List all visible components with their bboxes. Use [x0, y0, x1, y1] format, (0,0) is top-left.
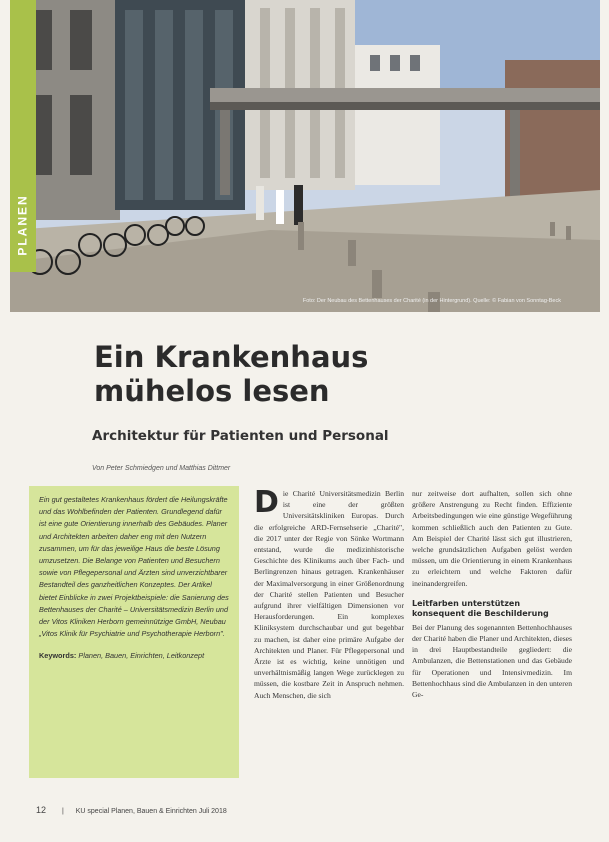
hero-photo [10, 0, 600, 312]
title-line-1: Ein Krankenhaus [94, 340, 369, 374]
section-tab [10, 0, 36, 272]
article-subtitle: Architektur für Patienten und Personal [92, 428, 389, 444]
keywords-list: Planen, Bauen, Einrichten, Leitkonzept [78, 651, 205, 661]
column-2-text-2: Bei der Planung des sogenannten Bettenhochhauses der Charité haben die Planer und Architekten, dieses in drei Hauptbestandteile gegliedert: die Ambulanzen, die Bettenstationen und das Gebäude für Operationen und Intensivmedizin. Im Bettenhochhaus sind die Ambulanzen in den unteren Ge- [412, 622, 572, 700]
byline: Von Peter Schmiedgen und Matthias Dittmer [92, 465, 231, 472]
section-subheading: Leitfarben unterstützen konsequent die Beschilderung [412, 598, 549, 619]
page-number: 12 [36, 805, 47, 815]
dropcap: D [254, 485, 279, 520]
photo-credit: Foto: Der Neubau des Bettenhauses der Charité (in der Hintergrund). Quelle: © Fabian von Sonntag-Beck [302, 298, 561, 304]
column-2-text-1: nur zeitweise dort aufhalten, sollen sich ohne größere Anstrengung zu Recht finden. Effiziente Arbeitsbedingungen wie eine günstige Wegeführung kommen schließlich auch den Patienten zu Gute. Am Beispiel der Charité lässt sich gut illustrieren, welche grundsätzlichen Aufgaben gelöst werden müssen, um die Orientierung in einem Krankenhaus zu erleichtern und welche Faktoren dafür ineinandergreifen. [412, 489, 572, 588]
abstract-text: Ein gut gestaltetes Krankenhaus fördert die Heilungskräfte und das Wohlbefinden der Patienten. Grundlegend dafür ist eine gute Orientierung innerhalb des Gebäudes. Planer und Architekten arbeiten daher eng mit den Nutzern zusammen, um für das jeweilige Haus die beste Lösung umzusetzen. Die Belange von Patienten und Besuchern sowie von Pflegepersonal und Ärzten sind unverzichtbarer Bestandteil des ganzheitlichen Konzeptes. Der Artikel bietet Einblicke in zwei Projektbeispiele: die Sanierung des Bettenhauses der Charité – Universitätsmedizin Berlin und der Vitos Kliniken Herborn gemeinnützige GmbH, Neubau „Vitos Klinik für Psychiatrie und Psychotherapie Herborn". [39, 495, 229, 639]
publication-info: KU special Planen, Bauen & Einrichten Juli 2018 [75, 808, 227, 815]
title-line-2: mühelos lesen [94, 374, 330, 408]
keywords-label: Keywords: [39, 651, 77, 661]
hospital-entrance-illustration [10, 0, 600, 312]
page-footer [36, 805, 227, 815]
footer-separator: | [61, 808, 64, 815]
keywords [39, 650, 231, 662]
section-tab-label: PLANEN [16, 194, 30, 256]
article-title [94, 340, 368, 408]
abstract-box [29, 486, 239, 778]
column-1-text: ie Charité Universitätsmedizin Berlin ist eine der größten Universitätskliniken Europas. Durch die erfolgreiche ARD-Fernsehserie „Charité", die 2017 unter der Regie von Sönke Wortmann entstand, wurde die medizinhistorische Geschichte des Klinikums auch über Fach- und Berlingrenzen hinaus getragen. Krankenhäuser der Maximalversorgung in einer Größenordnung der Charité stellen Patienten und Besucher aufgrund ihrer vielfältigen Dimensionen vor Herausforderungen. Ein komplexes Kliniksystem durchschaubar und gut begehbar zu machen, ist daher eine primäre Aufgabe der Architekten und Planer. Für Pflegepersonal und Ärzte ist es wichtig, keine unnötigen und unverhältnismäßig langen Wege zurücklegen zu müssen, die kostbare Zeit in Anspruch nehmen. Auch Menschen, die sich [254, 489, 404, 700]
body-column-1 [254, 485, 404, 701]
body-column-2 [412, 488, 572, 700]
